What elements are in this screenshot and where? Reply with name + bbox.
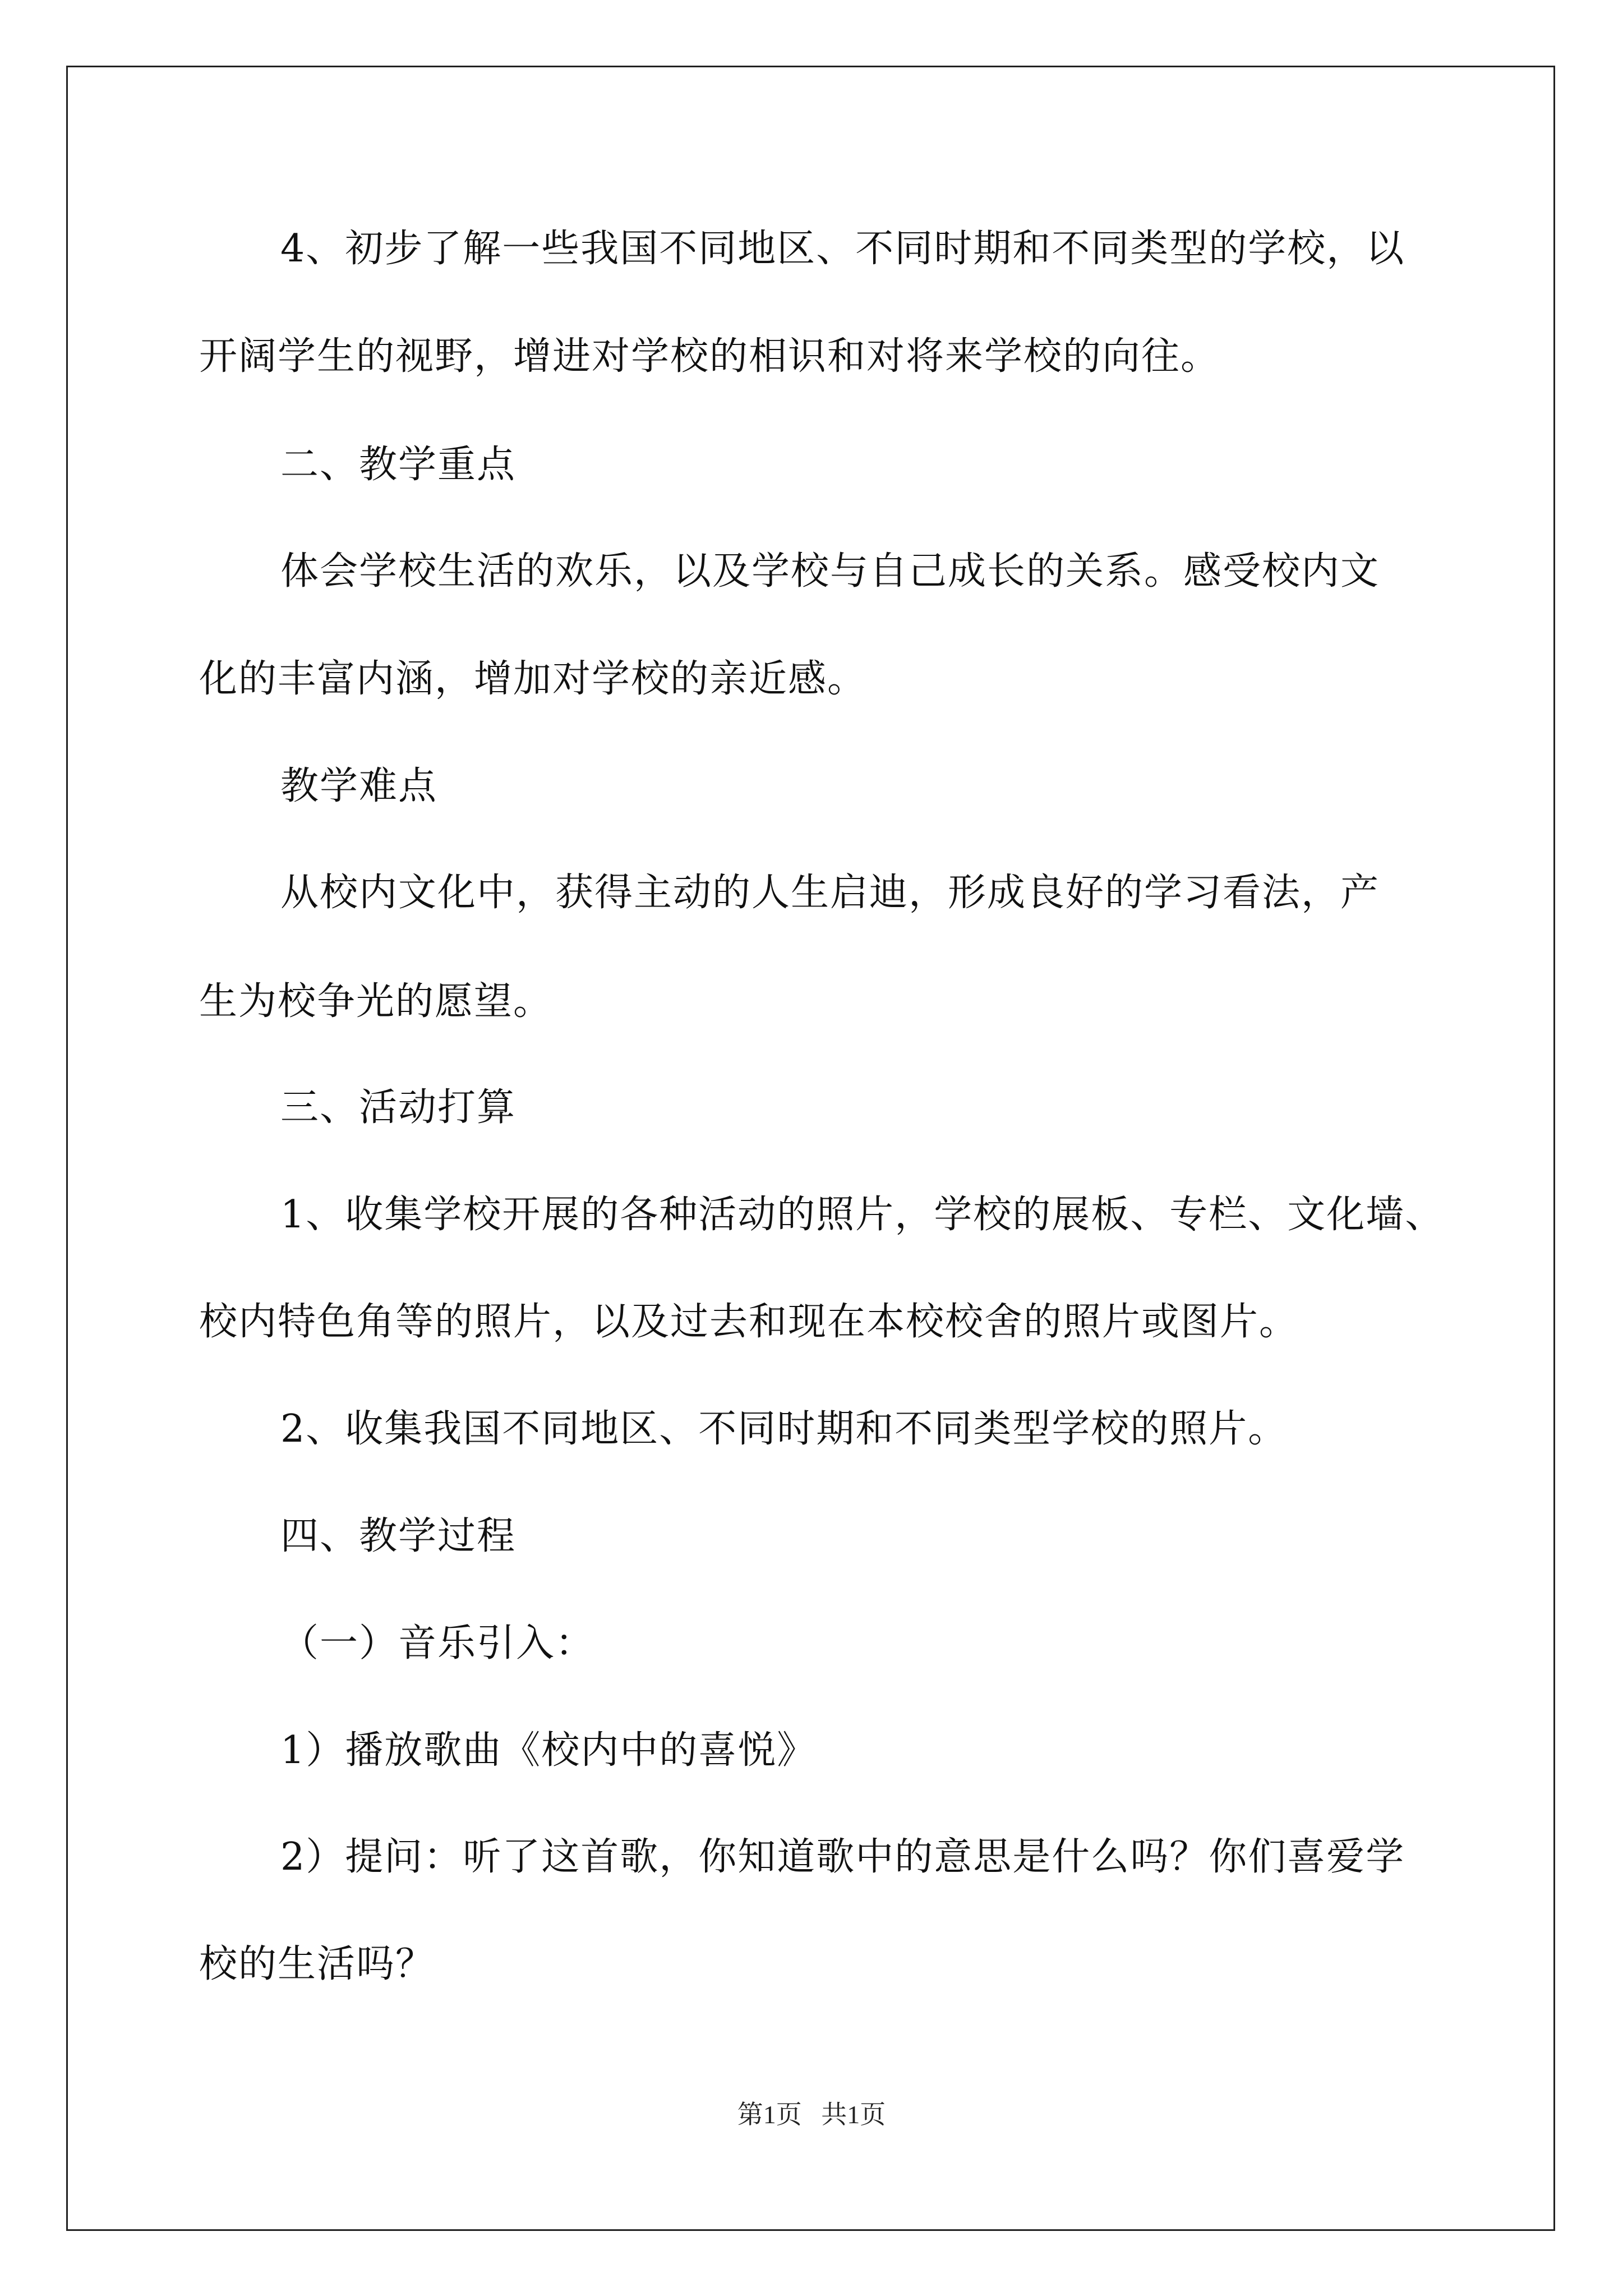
paragraph-line: 从校内文化中，获得主动的人生启迪，形成良好的学习看法，产 xyxy=(280,871,1380,915)
page-border xyxy=(66,66,1555,2231)
paragraph-line: 1）播放歌曲《校内中的喜悦》 xyxy=(280,1728,817,1773)
section-heading: 教学难点 xyxy=(280,764,438,808)
section-heading: 二、教学重点 xyxy=(280,443,517,487)
paragraph-line: 开阔学生的视野，增进对学校的相识和对将来学校的向往。 xyxy=(199,334,1220,379)
paragraph-line: 1、收集学校开展的各种活动的照片，学校的展板、专栏、文化墙、 xyxy=(280,1193,1445,1237)
paragraph-line: 校内特色角等的照片，以及过去和现在本校校舍的照片或图片。 xyxy=(199,1300,1299,1344)
page-number-footer: 第1页 共1页 xyxy=(737,2100,886,2129)
paragraph-line: 校的生活吗？ xyxy=(199,1942,435,1986)
paragraph-line: 4、初步了解一些我国不同地区、不同时期和不同类型的学校，以 xyxy=(280,227,1405,271)
paragraph-line: 2、收集我国不同地区、不同时期和不同类型学校的照片。 xyxy=(280,1407,1288,1451)
paragraph-line: 化的丰富内涵，增加对学校的亲近感。 xyxy=(199,657,867,701)
section-heading: 四、教学过程 xyxy=(280,1514,517,1558)
paragraph-line: 体会学校生活的欢乐，以及学校与自己成长的关系。感受校内文 xyxy=(280,549,1380,593)
section-heading: 三、活动打算 xyxy=(280,1085,517,1130)
paragraph-line: 生为校争光的愿望。 xyxy=(199,979,553,1024)
paragraph-line: 2）提问：听了这首歌，你知道歌中的意思是什么吗？你们喜爱学 xyxy=(280,1835,1405,1879)
subsection-heading: （一）音乐引入： xyxy=(280,1621,595,1665)
